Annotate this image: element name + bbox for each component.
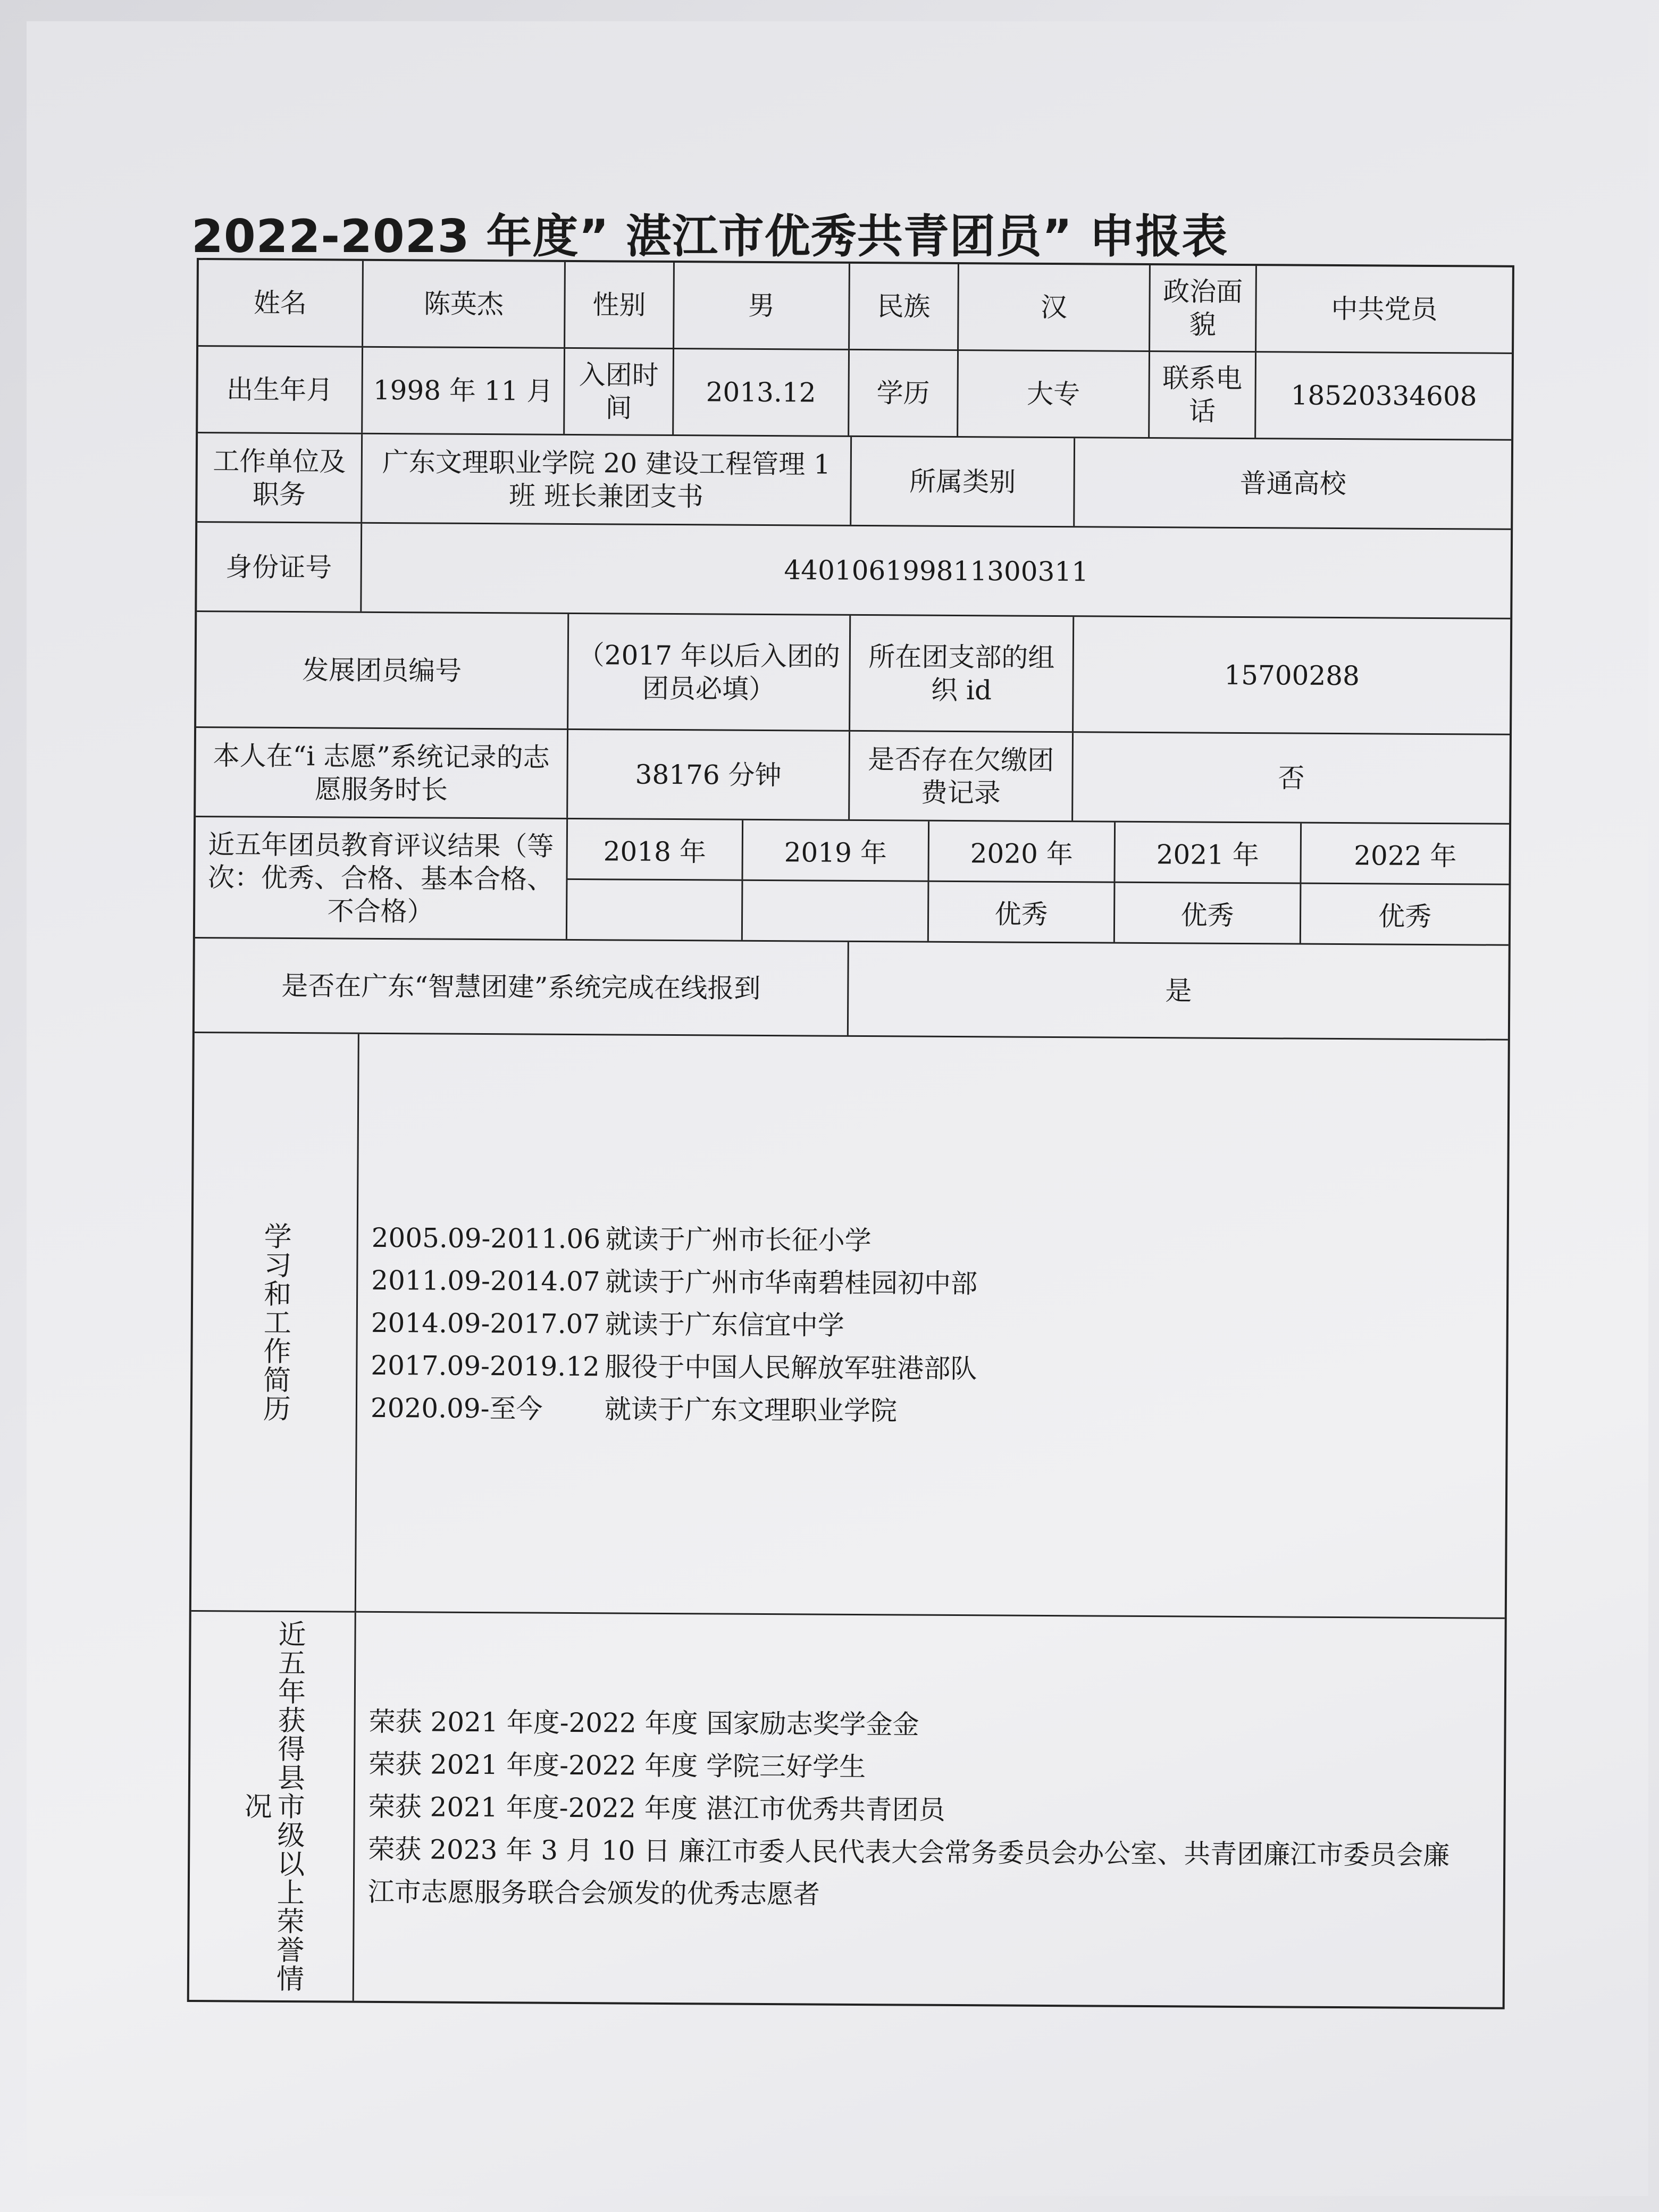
arrears-value: 否 bbox=[1278, 762, 1305, 794]
checkin-label: 是否在广东“智慧团建”系统完成在线报到 bbox=[195, 939, 849, 1035]
form-title: 2022-2023 年度” 湛江市优秀共青团员” 申报表 bbox=[191, 210, 1228, 263]
ethnicity-value: 汉 bbox=[959, 264, 1151, 350]
row-evaluation bbox=[195, 817, 1509, 946]
year-2020: 2020 年 bbox=[929, 822, 1116, 882]
year-2021: 2021 年 bbox=[1115, 823, 1302, 883]
education-value: 大专 bbox=[958, 351, 1150, 437]
honor-item: 荣获 2021 年度-2022 年度 湛江市优秀共青团员 bbox=[368, 1791, 945, 1825]
honor-item: 荣获 2021 年度-2022 年度 国家励志奖学金金 bbox=[368, 1706, 919, 1740]
row-honors bbox=[189, 1612, 1505, 2007]
row-work bbox=[197, 433, 1511, 530]
history-list bbox=[356, 1034, 1508, 1618]
result-2019 bbox=[743, 881, 929, 941]
row-member-no bbox=[196, 612, 1510, 735]
year-2018: 2018 年 bbox=[567, 819, 743, 879]
year-2022: 2022 年 bbox=[1354, 840, 1457, 872]
birth-value: 1998 年 11 月 bbox=[363, 348, 565, 434]
honors-label: 近五年获得县市级以上荣誉情况 bbox=[239, 1619, 306, 1993]
work-value: 广东文理职业学院 20 建设工程管理 1 班 班长兼团支书 bbox=[362, 434, 852, 525]
gender-value: 男 bbox=[674, 263, 850, 349]
row-volunteer bbox=[196, 728, 1510, 825]
work-label: 工作单位及职务 bbox=[197, 433, 363, 522]
category-label: 所属类别 bbox=[851, 437, 1075, 526]
member-no-note: （2017 年以后入团的团员必填） bbox=[568, 614, 851, 730]
result-2020: 优秀 bbox=[929, 882, 1116, 942]
checkin-value: 是 bbox=[1165, 975, 1192, 1006]
honors-list bbox=[354, 1613, 1505, 2007]
gender-label: 性别 bbox=[565, 262, 675, 348]
volunteer-label: 本人在“i 志愿”系统记录的志愿服务时长 bbox=[196, 728, 568, 818]
honor-item: 荣获 2023 年 3 月 10 日 廉江市委人民代表大会常务委员会办公室、共青团廉江市委员会廉江市志愿服务联合会颁发的优秀志愿者 bbox=[367, 1833, 1450, 1910]
row-basic-2 bbox=[198, 347, 1512, 441]
evaluation-years-row bbox=[567, 819, 1509, 884]
branch-id-label: 所在团支部的组织 id bbox=[850, 616, 1074, 731]
history-label-cell bbox=[191, 1033, 359, 1611]
row-checkin bbox=[195, 939, 1509, 1041]
history-item: 2020.09-至今 就读于广东文理职业学院 bbox=[370, 1392, 898, 1426]
volunteer-value: 38176 分钟 bbox=[568, 730, 850, 819]
row-id bbox=[197, 523, 1511, 619]
honor-item: 荣获 2021 年度-2022 年度 学院三好学生 bbox=[368, 1748, 866, 1783]
honors-label-cell bbox=[189, 1612, 356, 2001]
row-history bbox=[191, 1033, 1508, 1619]
join-value: 2013.12 bbox=[674, 349, 850, 435]
name-value: 陈英杰 bbox=[363, 261, 566, 347]
phone-value: 18520334608 bbox=[1291, 380, 1477, 412]
result-2022: 优秀 bbox=[1378, 900, 1432, 932]
phone-label: 联系电话 bbox=[1150, 352, 1256, 438]
result-2021: 优秀 bbox=[1115, 883, 1302, 943]
history-item: 2011.09-2014.07 就读于广州市华南碧桂园初中部 bbox=[371, 1264, 978, 1299]
row-basic-1 bbox=[198, 260, 1512, 354]
id-value: 440106199811300311 bbox=[784, 554, 1089, 587]
branch-id-value: 15700288 bbox=[1224, 659, 1360, 691]
political-label: 政治面貌 bbox=[1150, 265, 1257, 351]
political-value: 中共党员 bbox=[1331, 293, 1438, 325]
category-value: 普通高校 bbox=[1239, 467, 1346, 499]
ethnicity-label: 民族 bbox=[850, 264, 959, 349]
year-2019: 2019 年 bbox=[743, 820, 929, 881]
history-item: 2014.09-2017.07 就读于广东信宜中学 bbox=[371, 1307, 844, 1341]
application-form-table bbox=[187, 258, 1514, 2009]
education-label: 学历 bbox=[849, 350, 959, 436]
result-2018 bbox=[567, 880, 743, 940]
evaluation-grid bbox=[567, 819, 1509, 944]
history-item: 2005.09-2011.06 就读于广州市长征小学 bbox=[371, 1222, 872, 1256]
history-item: 2017.09-2019.12 服役于中国人民解放军驻港部队 bbox=[371, 1350, 977, 1384]
evaluation-label: 近五年团员教育评议结果（等次：优秀、合格、基本合格、不合格） bbox=[195, 817, 568, 939]
arrears-label: 是否存在欠缴团费记录 bbox=[850, 732, 1074, 820]
birth-label: 出生年月 bbox=[198, 347, 363, 433]
name-label: 姓名 bbox=[198, 260, 364, 346]
join-label: 入团时间 bbox=[565, 349, 674, 434]
id-label: 身份证号 bbox=[197, 523, 362, 611]
member-no-label: 发展团员编号 bbox=[196, 612, 569, 728]
history-label: 学习和工作简历 bbox=[258, 1221, 291, 1423]
evaluation-results-row bbox=[567, 878, 1509, 944]
